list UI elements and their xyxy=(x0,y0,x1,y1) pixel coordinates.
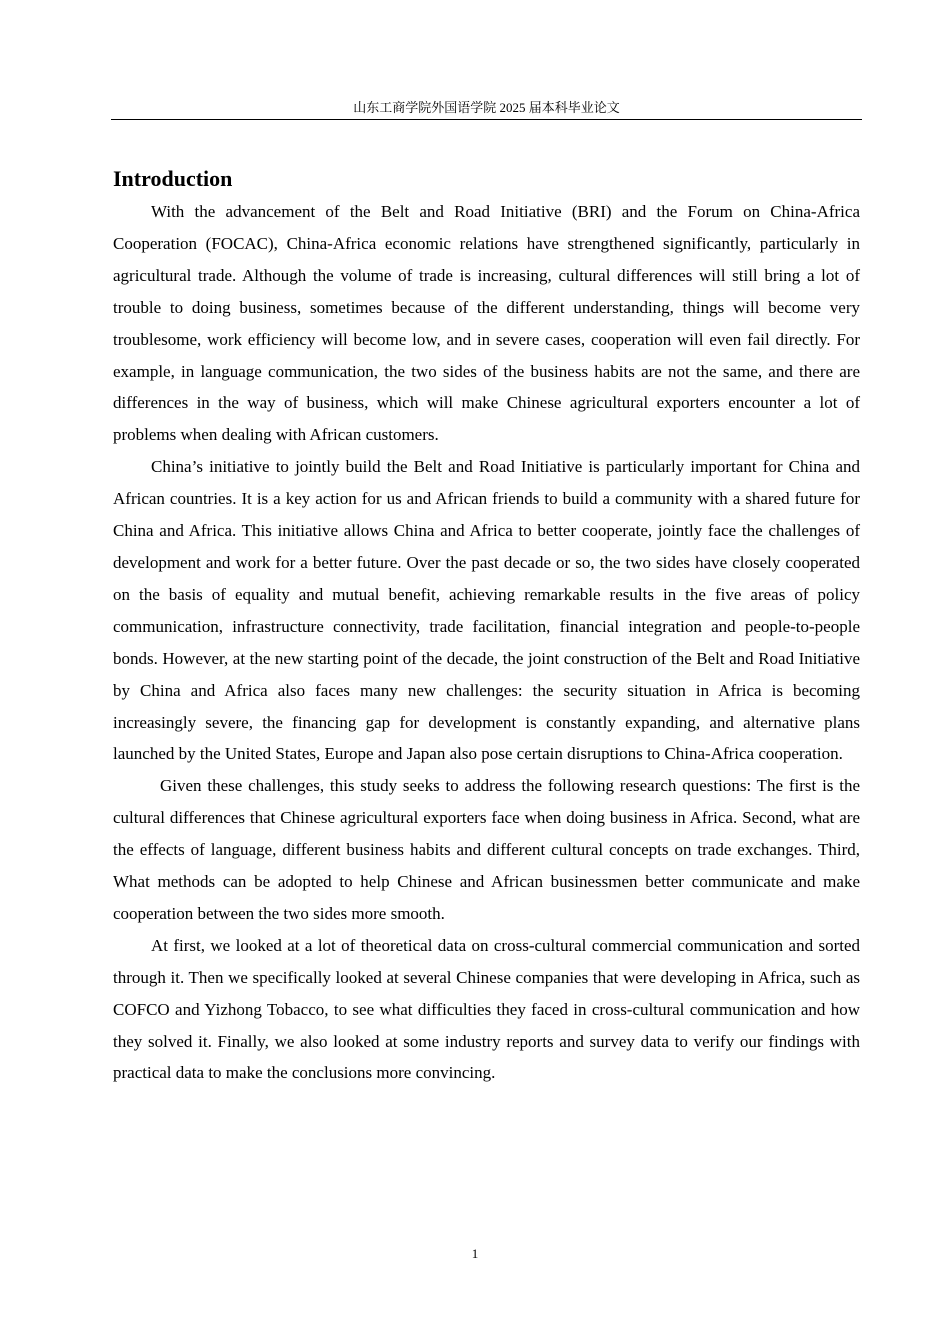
running-header: 山东工商学院外国语学院 2025 届本科毕业论文 xyxy=(353,100,620,115)
header-rule xyxy=(111,119,862,120)
page-body xyxy=(113,162,860,1089)
page-number: 1 xyxy=(471,1246,479,1261)
section-title: Introduction xyxy=(113,166,233,191)
paragraph-1: With the advancement of the Belt and Road Initiative (BRI) and the Forum on China-Africa Cooperation (FOCAC), China-Africa economic relations have strengthened significantly, particularly in agricultural trade. Although the volume of trade is increasing, cultural differences will still bring a lot of trouble to doing business, sometimes because of the different understanding, things will become very troublesome, work efficiency will become low, and in severe cases, cooperation will even fail directly. For example, in language communication, the two sides of the business habits are not the same, and there are differences in the way of business, which will make Chinese agricultural exporters encounter a lot of problems when dealing with African customers. xyxy=(113,202,860,445)
paragraph-2: China’s initiative to jointly build the Belt and Road Initiative is particularly important for China and African countries. It is a key action for us and African friends to build a community with a shared future for China and Africa. This initiative allows China and Africa to better cooperate, jointly face the challenges of development and work for a better future. Over the past decade or so, the two sides have closely cooperated on the basis of equality and mutual benefit, achieving remarkable results in the five areas of policy communication, infrastructure connectivity, trade facilitation, financial integration and people-to-people bonds. However, at the new starting point of the decade, the joint construction of the Belt and Road Initiative by China and Africa also faces many new challenges: the security situation in Africa is becoming increasingly severe, the financing gap for development is constantly expanding, and alternative plans launched by the United States, Europe and Japan also pose certain disruptions to China-Africa cooperation. xyxy=(113,457,860,764)
paragraph-3: Given these challenges, this study seeks to address the following research questions: The first is the cultural differences that Chinese agricultural exporters face when doing business in Africa. Second, what are the effects of language, different business habits and different cultural concepts on trade exchanges. Third, What methods can be adopted to help Chinese and African businessmen better communicate and make cooperation between the two sides more smooth. xyxy=(113,776,860,923)
paragraph-4: At first, we looked at a lot of theoretical data on cross-cultural commercial communication and sorted through it. Then we specifically looked at several Chinese companies that were developing in Africa, such as COFCO and Yizhong Tobacco, to see what difficulties they faced in cross-cultural communication and how they solved it. Finally, we also looked at some industry reports and survey data to verify our findings with practical data to make the conclusions more convincing. xyxy=(113,935,860,1083)
